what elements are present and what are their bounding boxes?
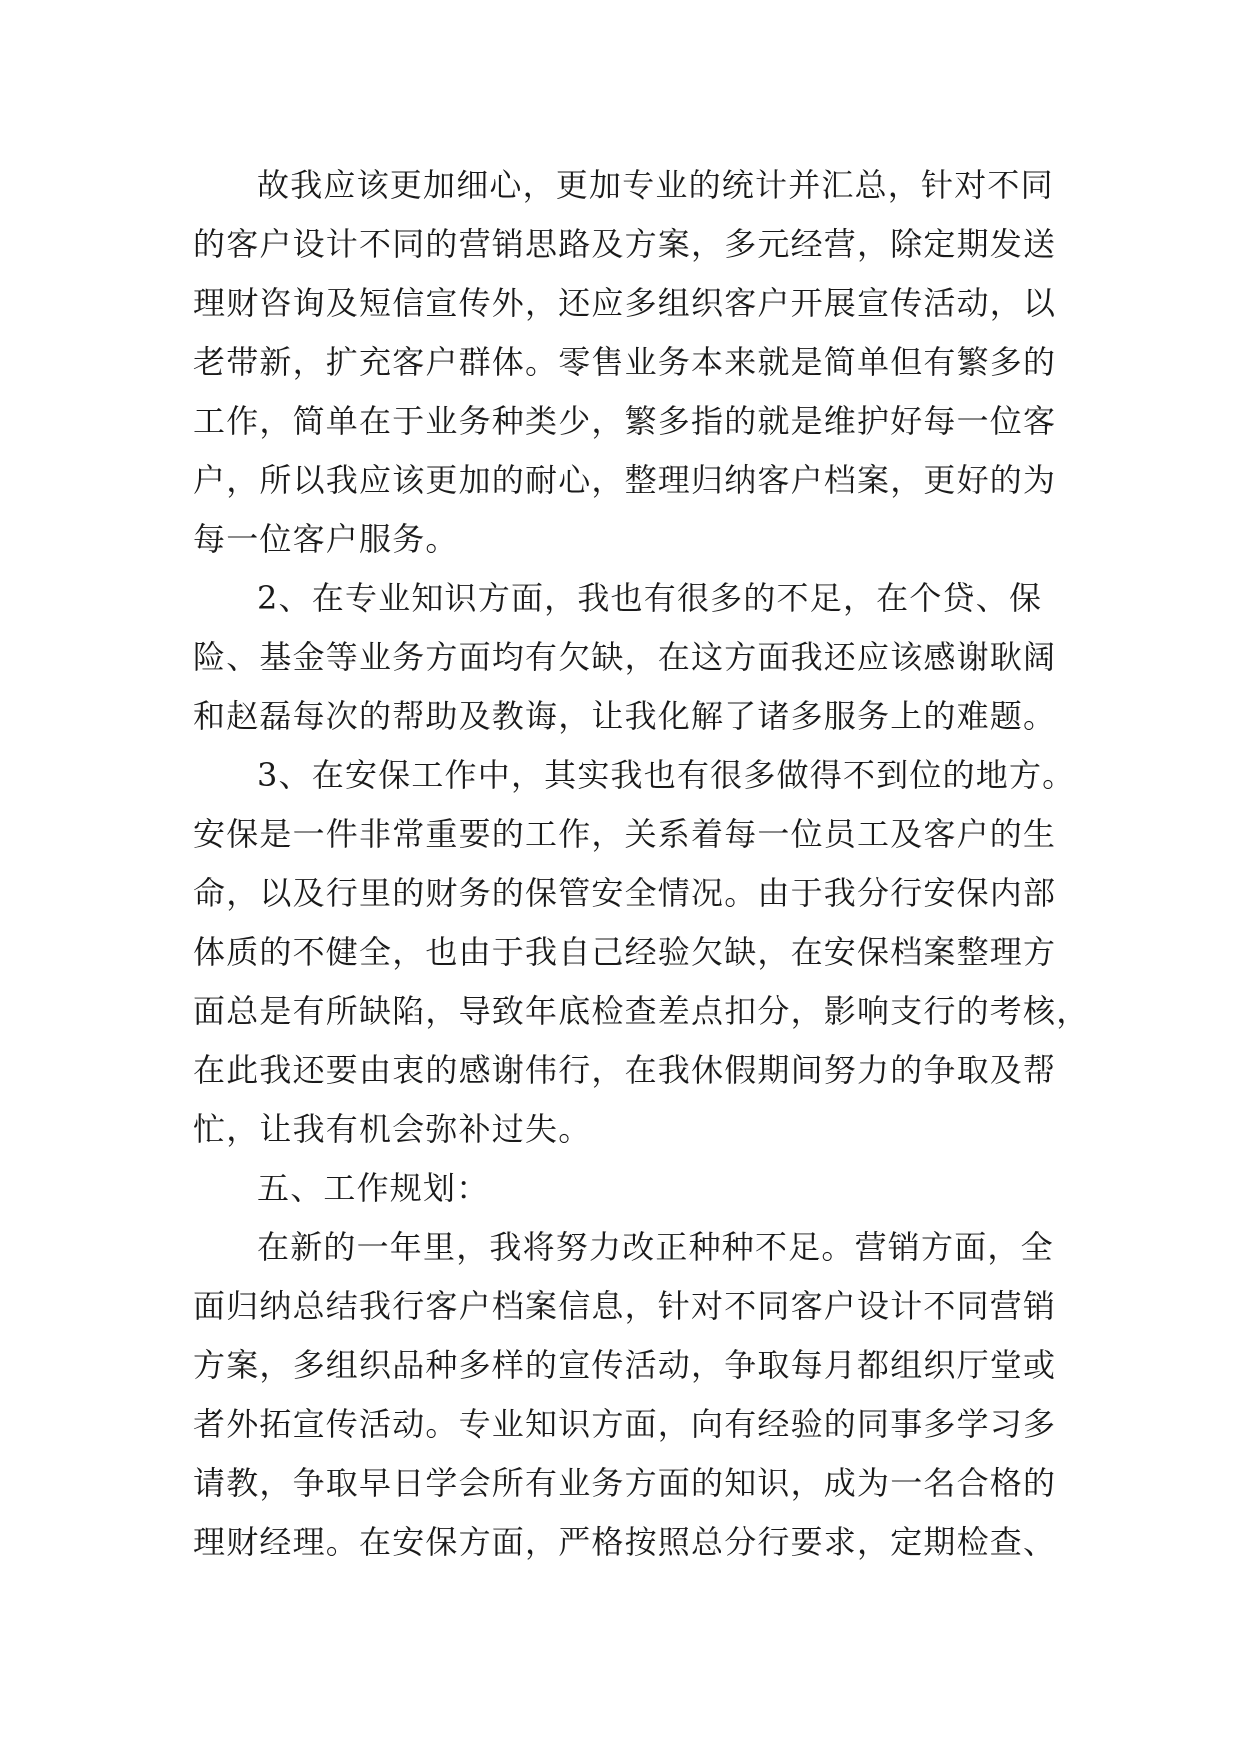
document-body: [193, 156, 1090, 1572]
paragraph-line: 者外拓宣传活动。专业知识方面，向有经验的同事多学习多: [193, 1405, 1057, 1443]
paragraph-line: 命，以及行里的财务的保管安全情况。由于我分行安保内部: [193, 874, 1057, 912]
paragraph-line: 故我应该更加细心，更加专业的统计并汇总，针对不同: [257, 166, 1054, 204]
paragraph-line: 在此我还要由衷的感谢伟行，在我休假期间努力的争取及帮: [193, 1051, 1057, 1089]
paragraph-line: 每一位客户服务。: [193, 520, 459, 558]
paragraph-line: 在新的一年里，我将努力改正种种不足。营销方面，全: [257, 1228, 1054, 1266]
paragraph-line: 3、在安保工作中，其实我也有很多做得不到位的地方。: [257, 756, 1076, 794]
section-heading: 五、工作规划：: [257, 1169, 490, 1207]
paragraph-line: 险、基金等业务方面均有欠缺，在这方面我还应该感谢耿阔: [193, 638, 1057, 676]
paragraph-line: 体质的不健全，也由于我自己经验欠缺，在安保档案整理方: [193, 933, 1057, 971]
paragraph-line: 安保是一件非常重要的工作，关系着每一位员工及客户的生: [193, 815, 1057, 853]
paragraph-line: 户，所以我应该更加的耐心，整理归纳客户档案，更好的为: [193, 461, 1057, 499]
paragraph-line: 面总是有所缺陷，导致年底检查差点扣分，影响支行的考核，: [193, 992, 1090, 1030]
paragraph-line: 2、在专业知识方面，我也有很多的不足，在个贷、保: [257, 579, 1043, 617]
paragraph-line: 工作，简单在于业务种类少，繁多指的就是维护好每一位客: [193, 402, 1057, 440]
paragraph-line: 老带新，扩充客户群体。零售业务本来就是简单但有繁多的: [193, 343, 1057, 381]
paragraph-line: 理财经理。在安保方面，严格按照总分行要求，定期检查、: [193, 1523, 1057, 1561]
paragraph-line: 请教，争取早日学会所有业务方面的知识，成为一名合格的: [193, 1464, 1057, 1502]
paragraph-line: 方案，多组织品种多样的宣传活动，争取每月都组织厅堂或: [193, 1346, 1057, 1384]
paragraph-line: 忙，让我有机会弥补过失。: [193, 1110, 592, 1148]
paragraph-line: 的客户设计不同的营销思路及方案，多元经营，除定期发送: [193, 225, 1057, 263]
paragraph-line: 面归纳总结我行客户档案信息，针对不同客户设计不同营销: [193, 1287, 1057, 1325]
paragraph-line: 理财咨询及短信宣传外，还应多组织客户开展宣传活动，以: [193, 284, 1057, 322]
paragraph-line: 和赵磊每次的帮助及教诲，让我化解了诸多服务上的难题。: [193, 697, 1057, 735]
